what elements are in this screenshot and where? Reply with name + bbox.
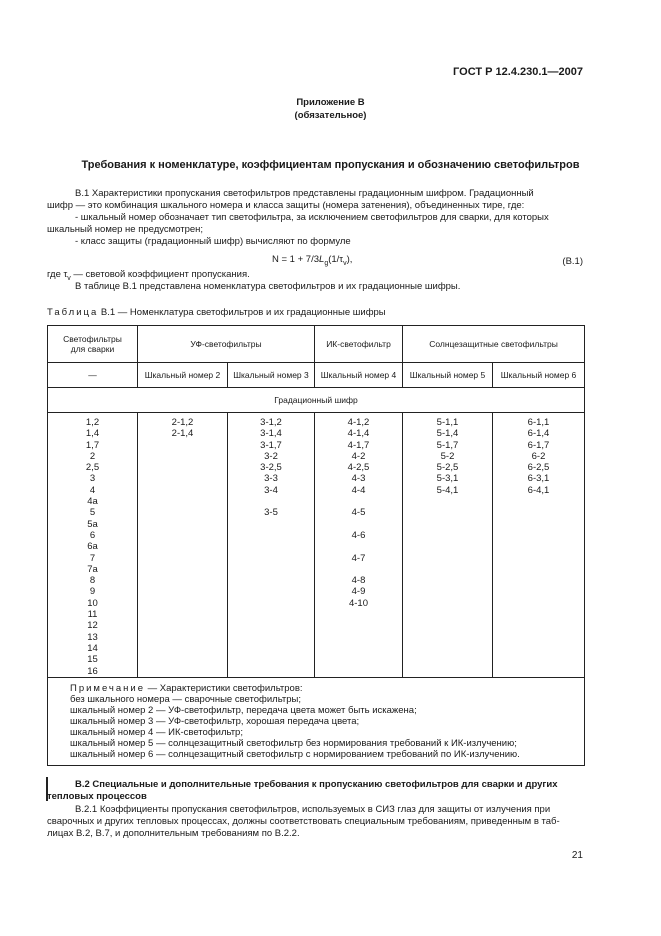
table-cell-value: 4-8 [351, 575, 366, 587]
col-welding [48, 413, 138, 678]
table-cell-value: 4-6 [351, 529, 366, 541]
table-cell-value: 2-1,2 [171, 417, 194, 428]
para-b1-line3: - шкальный номер обозначает тип светофильтра, за исключением светофильтров для сварки, для которых [75, 212, 549, 223]
table-cell-value: 4-1,2 [347, 417, 370, 428]
appendix-title: Приложение В [296, 97, 365, 108]
table-cell-value: 13 [87, 631, 98, 643]
table-cell-value: 4-9 [351, 586, 366, 598]
scale-6: Шкальный номер 6 [493, 363, 585, 388]
table-cell-value: 3-1,2 [260, 417, 282, 428]
table-notes-row [48, 677, 585, 765]
para-b1-line4: шкальный номер не предусмотрен; [47, 224, 204, 235]
table-cell-value: 5-3,1 [436, 473, 459, 485]
where-rest: — световой коэффициент пропускания. [70, 269, 250, 280]
formula [272, 254, 352, 267]
table-cell-value: 6 [89, 529, 96, 541]
table-header-row [48, 326, 585, 363]
notes-word: Примечание [70, 682, 145, 694]
table-cell-value: 3-4 [264, 484, 278, 496]
table-cell-value: 4-1,4 [347, 428, 370, 440]
table-cell-value: 6-4,1 [527, 484, 550, 496]
table-grad-row [48, 388, 585, 413]
col-scale-5 [403, 413, 493, 678]
table-cell-value: 4-10 [348, 597, 368, 609]
table-cell-value: 4-7 [351, 552, 366, 564]
table-cell-value: 3-2 [264, 450, 278, 462]
table-cell-value: 7а [87, 563, 98, 575]
table-cell-value: 1,4 [85, 428, 100, 440]
table-cell-value: 15 [87, 654, 98, 666]
table-cell-value: 5-1,4 [436, 428, 459, 440]
scale-5: Шкальный номер 5 [403, 363, 493, 388]
note-5: шкальный номер 5 — солнцезащитный светофильтр без нормирования требований к ИК-излучению; [70, 737, 517, 749]
b2-line3: лицах В.2, В.7, и дополнительным требованиям по В.2.2. [47, 828, 300, 839]
table-cell-value: 3-1,7 [260, 439, 282, 451]
table-cell-value: 2,5 [85, 462, 100, 474]
scale-3: Шкальный номер 3 [228, 363, 315, 388]
note-3: шкальный номер 3 — УФ-светофильтр, хорошая передача цвета; [70, 715, 360, 727]
formula-l: L [319, 254, 325, 265]
scale-2: Шкальный номер 2 [138, 363, 228, 388]
header-sun: Солнцезащитные светофильтры [403, 326, 585, 363]
b2-title-line1: В.2 Специальные и дополнительные требования к пропусканию светофильтров для сварки и других [75, 779, 558, 790]
formula-arg-sub: v [343, 259, 347, 267]
standard-number: ГОСТ Р 12.4.230.1—2007 [453, 66, 583, 78]
table-caption-rest: В.1 — Номенклатура светофильтров и их градационные шифры [98, 307, 386, 318]
table-cell-value: 1,7 [85, 439, 100, 451]
table-cell-value: 3-3 [264, 473, 278, 485]
col-scale-6 [493, 413, 585, 678]
table-cell-value: 5-4,1 [436, 484, 459, 496]
table-cell-value: 7 [89, 552, 96, 564]
para-b1-line5: - класс защиты (градационный шифр) вычисляют по формуле [75, 236, 351, 247]
table-cell-value: 4-1,7 [347, 439, 370, 451]
formula-arg: (1/τ [328, 254, 344, 265]
table-cell-value: 6-3,1 [527, 473, 550, 485]
table-notes [48, 677, 585, 765]
formula-l-sub: g [324, 259, 329, 267]
header-welding [48, 326, 138, 363]
grad-label: Градационный шифр [48, 388, 585, 413]
header-welding-line1: Светофильтры [63, 334, 122, 344]
where-sub: v [67, 274, 71, 282]
table-caption-word: Таблица [47, 307, 99, 318]
nomenclature-table [47, 325, 585, 766]
table-values-row [48, 413, 585, 678]
table-cell-value: 8 [89, 575, 96, 587]
note-1: без шкального номера — сварочные светофильтры; [70, 693, 302, 705]
b2-line1: В.2.1 Коэффициенты пропускания светофильтров, используемых в СИЗ глаз для защиты от излучения при [75, 804, 551, 815]
intro-line: В таблице В.1 представлена номенклатура светофильтров и их градационные шифры. [75, 281, 461, 292]
table-cell-value: 2 [89, 450, 96, 462]
where-prefix: где τ [47, 269, 68, 280]
note-4: шкальный номер 4 — ИК-светофильтр; [70, 726, 243, 738]
table-cell-value: 2-1,4 [171, 428, 194, 440]
table-cell-value: 4-2 [351, 450, 366, 462]
table-scale-row [48, 363, 585, 388]
table-cell-value: 4-2,5 [347, 462, 370, 474]
header-uv: УФ-светофильтры [138, 326, 315, 363]
scale-dash: — [48, 363, 138, 388]
table-cell-value: 3-1,4 [260, 428, 282, 440]
section-title: Требования к номенклатуре, коэффициентам пропускания и обозначению светофильтров [81, 159, 580, 171]
table-cell-value: 4 [89, 484, 96, 496]
col-scale-4 [315, 413, 403, 678]
appendix-status: (обязательное) [294, 110, 367, 121]
table-cell-value: 5 [89, 507, 96, 519]
table-cell-value: 5-2 [440, 450, 455, 462]
table-cell-value: 4-5 [351, 507, 366, 519]
table-cell-value: 5-1,1 [436, 417, 459, 428]
para-b1-line2: шифр — это комбинация шкального номера и класса защиты (номера затенения), объединенных тире, где: [47, 200, 525, 211]
table-cell-value: 10 [87, 597, 98, 609]
note-6: шкальный номер 6 — солнцезащитный светофильтр с нормированием требований по ИК-излучению. [70, 748, 520, 760]
table-cell-value [315, 541, 402, 552]
col-scale-2 [138, 413, 228, 678]
table-cell-value: 3-5 [264, 507, 278, 519]
table-cell-value: 6-1,1 [527, 417, 550, 428]
table-cell-value: 5-1,7 [436, 439, 459, 451]
table-cell-value: 5а [87, 518, 98, 530]
table-cell-value: 11 [87, 609, 98, 621]
table-cell-value: 6-2 [531, 450, 546, 462]
table-cell-value: 4-4 [351, 484, 366, 496]
table-cell-value: 1,2 [85, 417, 100, 428]
table-cell-value: 6-2,5 [527, 462, 550, 474]
table-cell-value: 3-2,5 [260, 462, 282, 474]
table-cell-value: 6-1,7 [527, 439, 550, 451]
col-scale-3 [228, 413, 315, 678]
table-cell-value: 5-2,5 [436, 462, 459, 474]
table-cell-value [315, 496, 402, 507]
formula-lhs: N = 1 + 7/3 [272, 254, 320, 265]
para-b1-line1: В.1 Характеристики пропускания светофильтров представлены градационным шифром. Градационный [75, 188, 534, 199]
b2-line2: сварочных и других тепловых процессах, должны соответствовать специальным требованиям, приведенным в таб- [47, 816, 560, 827]
table-cell-value: 16 [87, 665, 98, 677]
notes-rest: — Характеристики светофильтров: [145, 682, 303, 694]
header-ir: ИК-светофильтр [315, 326, 403, 363]
table-cell-value: 4-3 [351, 473, 366, 485]
table-cell-value: 6-1,4 [527, 428, 550, 440]
table-caption [47, 307, 386, 319]
table-cell-value: 9 [89, 586, 96, 598]
table-cell-value: 6а [87, 541, 98, 553]
table-cell-value: 14 [87, 642, 98, 654]
scale-4: Шкальный номер 4 [315, 363, 403, 388]
table-cell-value: 4а [87, 496, 98, 508]
note-2: шкальный номер 2 — УФ-светофильтр, передача цвета может быть искажена; [70, 704, 417, 716]
formula-number: (В.1) [562, 256, 583, 267]
b2-title-line2: тепловых процессов [47, 791, 147, 802]
table-cell-value: 3 [89, 473, 96, 485]
table-cell-value [315, 564, 402, 575]
table-cell-value [228, 496, 314, 507]
table-cell-value: 12 [87, 620, 98, 632]
page-number: 21 [571, 850, 583, 861]
table-cell-value [315, 519, 402, 530]
header-welding-line2: для сварки [70, 344, 115, 354]
formula-tail: ), [346, 254, 353, 265]
